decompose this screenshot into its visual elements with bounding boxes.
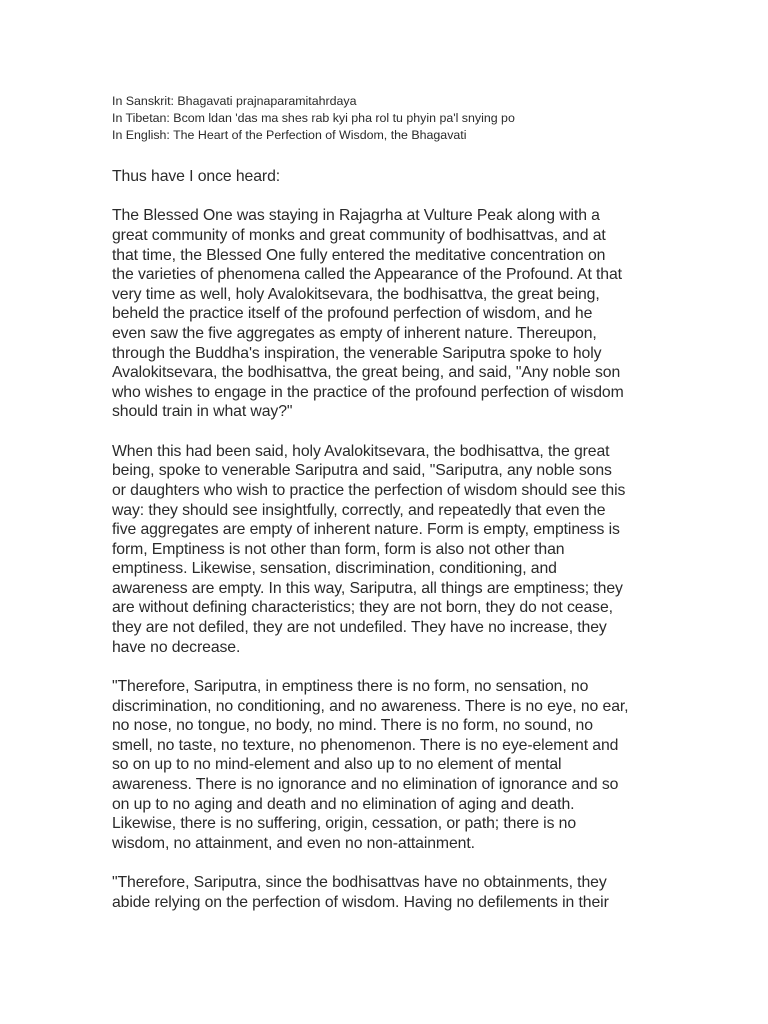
document-page (112, 93, 732, 932)
paragraph-4: "Therefore, Sariputra, since the bodhisattvas have no obtainments, they abide relying on the perfection of wisdom. Having no defilements in their (112, 874, 609, 911)
paragraph-1: The Blessed One was staying in Rajagrha at Vulture Peak along with a great community of monks and great community of bodhisattvas, and at that time, the Blessed One fully entered the meditative concentration on the varieties of phenomena called the Appearance of the Profound. At that very time as well, holy Avalokitsevara, the bodhisattva, the great being, beheld the practice itself of the profound perfection of wisdom, and he even saw the five aggregates as empty of inherent nature. Thereupon, through the Buddha's inspiration, the venerable Sariputra spoke to holy Avalokitsevara, the bodhisattva, the great being, and said, "Any noble son who wishes to engage in the practice of the profound perfection of wisdom should train in what way?" (112, 207, 624, 421)
title-block (112, 93, 732, 144)
opening-line: Thus have I once heard: (112, 168, 281, 185)
paragraph-2: When this had been said, holy Avalokitsevara, the bodhisattva, the great being, spoke to venerable Sariputra and said, "Sariputra, any noble sons or daughters who wish to practice the perfection of wisdom should see this way: they should see insightfully, correctly, and repeatedly that even the five aggregates are empty of inherent nature. Form is empty, emptiness is form, Emptiness is not other than form, form is also not other than emptiness. Likewise, sensation, discrimination, conditioning, and awareness are empty. In this way, Sariputra, all things are emptiness; they are without defining characteristics; they are not born, they do not cease, they are not defiled, they are not undefiled. They have no increase, they have no decrease. (112, 442, 626, 656)
sutra-text (112, 167, 732, 912)
tibetan-title: In Tibetan: Bcom ldan 'das ma shes rab kyi pha rol tu phyin pa'l snying po (112, 111, 515, 125)
english-title: In English: The Heart of the Perfection of Wisdom, the Bhagavati (112, 128, 467, 142)
paragraph-3: "Therefore, Sariputra, in emptiness there is no form, no sensation, no discrimination, no conditioning, and no awareness. There is no eye, no ear, no nose, no tongue, no body, no mind. There is no form, no sound, no smell, no taste, no texture, no phenomenon. There is no eye-element and so on up to no mind-element and also up to no element of mental awareness. There is no ignorance and no elimination of ignorance and so on up to no aging and death and no elimination of aging and death. Likewise, there is no suffering, origin, cessation, or path; there is no wisdom, no attainment, and even no non-attainment. (112, 678, 629, 852)
sanskrit-title: In Sanskrit: Bhagavati prajnaparamitahrdaya (112, 94, 357, 108)
